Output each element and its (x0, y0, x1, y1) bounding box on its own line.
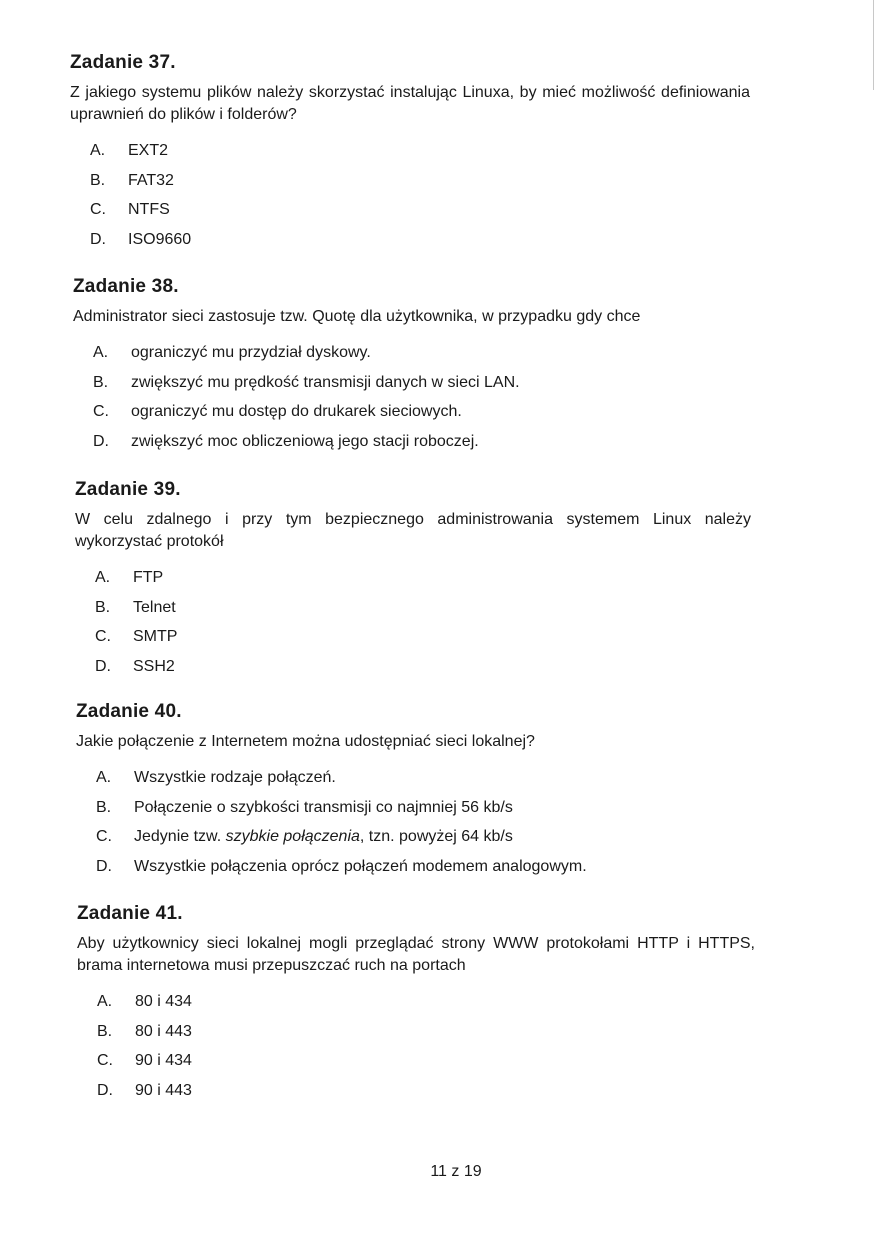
answer-option-c[interactable] (96, 826, 766, 856)
task-title: Zadanie 40. (76, 701, 182, 722)
answer-option-a[interactable] (90, 140, 760, 170)
option-text (134, 826, 513, 856)
answer-option-d[interactable] (96, 856, 766, 886)
option-letter: B. (95, 598, 111, 616)
answer-option-c[interactable] (97, 1050, 767, 1080)
answer-options (93, 342, 763, 460)
answer-options (97, 991, 767, 1109)
option-text: NTFS (128, 201, 170, 218)
task-question: Aby użytkownicy sieci lokalnej mogli przeglądać strony WWW protokołami HTTP i HTTPS, brama internetowa musi przepuszczać ruch na portach (77, 935, 755, 974)
answer-option-b[interactable] (97, 1021, 767, 1051)
option-text: SSH2 (133, 657, 175, 675)
option-letter: D. (93, 432, 109, 450)
option-text: SMTP (133, 628, 178, 645)
option-text: EXT2 (128, 142, 169, 159)
option-letter: A. (97, 993, 113, 1010)
option-text: ograniczyć mu przydział dyskowy. (131, 344, 371, 361)
answer-options (96, 767, 766, 885)
option-text-before: Jedynie tzw. (134, 828, 226, 845)
answer-option-d[interactable] (90, 229, 760, 259)
option-letter: C. (95, 628, 111, 645)
option-text: Wszystkie rodzaje połączeń. (134, 769, 336, 786)
task-title: Zadanie 39. (75, 479, 181, 500)
task-37 (70, 52, 760, 258)
option-text: Połączenie o szybkości transmisji co najmniej 56 kb/s (134, 798, 513, 816)
option-letter: A. (90, 142, 106, 159)
option-text: Telnet (133, 598, 176, 616)
task-question: Z jakiego systemu plików należy skorzystać instalując Linuxa, by mieć możliwość definiowania uprawnień do plików i folderów? (70, 84, 750, 123)
option-text: 80 i 434 (135, 993, 192, 1010)
answer-option-a[interactable] (97, 991, 767, 1021)
option-letter: D. (90, 230, 106, 248)
task-39 (75, 479, 765, 685)
answer-option-d[interactable] (95, 656, 765, 686)
option-letter: C. (97, 1052, 113, 1069)
page-number: 11 z 19 (430, 1163, 482, 1180)
option-letter: C. (90, 201, 106, 218)
option-letter: B. (97, 1022, 113, 1040)
option-letter: D. (95, 657, 111, 675)
task-title: Zadanie 38. (73, 276, 179, 297)
option-letter: D. (96, 857, 112, 875)
option-text: 90 i 434 (135, 1052, 192, 1069)
task-title: Zadanie 41. (77, 903, 183, 924)
task-question: W celu zdalnego i przy tym bezpiecznego administrowania systemem Linux należy wykorzystać protokół (75, 511, 751, 550)
option-text-after: , tzn. powyżej 64 kb/s (359, 828, 513, 845)
option-text: Wszystkie połączenia oprócz połączeń modemem analogowym. (134, 857, 587, 875)
option-text: 80 i 443 (135, 1022, 192, 1040)
task-41 (77, 903, 767, 1109)
answer-option-d[interactable] (93, 431, 763, 461)
option-text: ISO9660 (128, 230, 192, 248)
answer-option-c[interactable] (90, 199, 760, 229)
answer-option-b[interactable] (93, 372, 763, 402)
task-38 (73, 276, 763, 460)
answer-options (90, 140, 760, 258)
task-question: Administrator sieci zastosuje tzw. Quotę dla użytkownika, w przypadku gdy chce (73, 308, 641, 325)
option-text: zwiększyć moc obliczeniową jego stacji roboczej. (131, 432, 479, 450)
answer-options (95, 567, 765, 685)
option-letter: A. (96, 769, 112, 786)
answer-option-a[interactable] (95, 567, 765, 597)
answer-option-b[interactable] (90, 170, 760, 200)
task-40 (76, 701, 766, 885)
option-letter: B. (90, 171, 106, 189)
option-letter: B. (96, 798, 112, 816)
option-letter: C. (93, 403, 109, 420)
answer-option-a[interactable] (96, 767, 766, 797)
scan-edge-line (873, 0, 874, 90)
answer-option-c[interactable] (93, 401, 763, 431)
option-text: FAT32 (128, 171, 174, 189)
answer-option-b[interactable] (96, 797, 766, 827)
option-letter: A. (93, 344, 109, 361)
option-letter: C. (96, 828, 112, 845)
option-letter: B. (93, 373, 109, 391)
option-text: 90 i 443 (135, 1081, 192, 1099)
option-letter: A. (95, 569, 111, 586)
option-text: ograniczyć mu dostęp do drukarek sieciowych. (131, 403, 462, 420)
task-title: Zadanie 37. (70, 52, 176, 73)
option-text-italic: szybkie połączenia (225, 828, 360, 845)
option-text: zwiększyć mu prędkość transmisji danych w sieci LAN. (131, 373, 520, 391)
answer-option-b[interactable] (95, 597, 765, 627)
option-letter: D. (97, 1081, 113, 1099)
task-question: Jakie połączenie z Internetem można udostępniać sieci lokalnej? (76, 733, 535, 750)
answer-option-d[interactable] (97, 1080, 767, 1110)
answer-option-c[interactable] (95, 626, 765, 656)
answer-option-a[interactable] (93, 342, 763, 372)
option-text: FTP (133, 569, 164, 586)
